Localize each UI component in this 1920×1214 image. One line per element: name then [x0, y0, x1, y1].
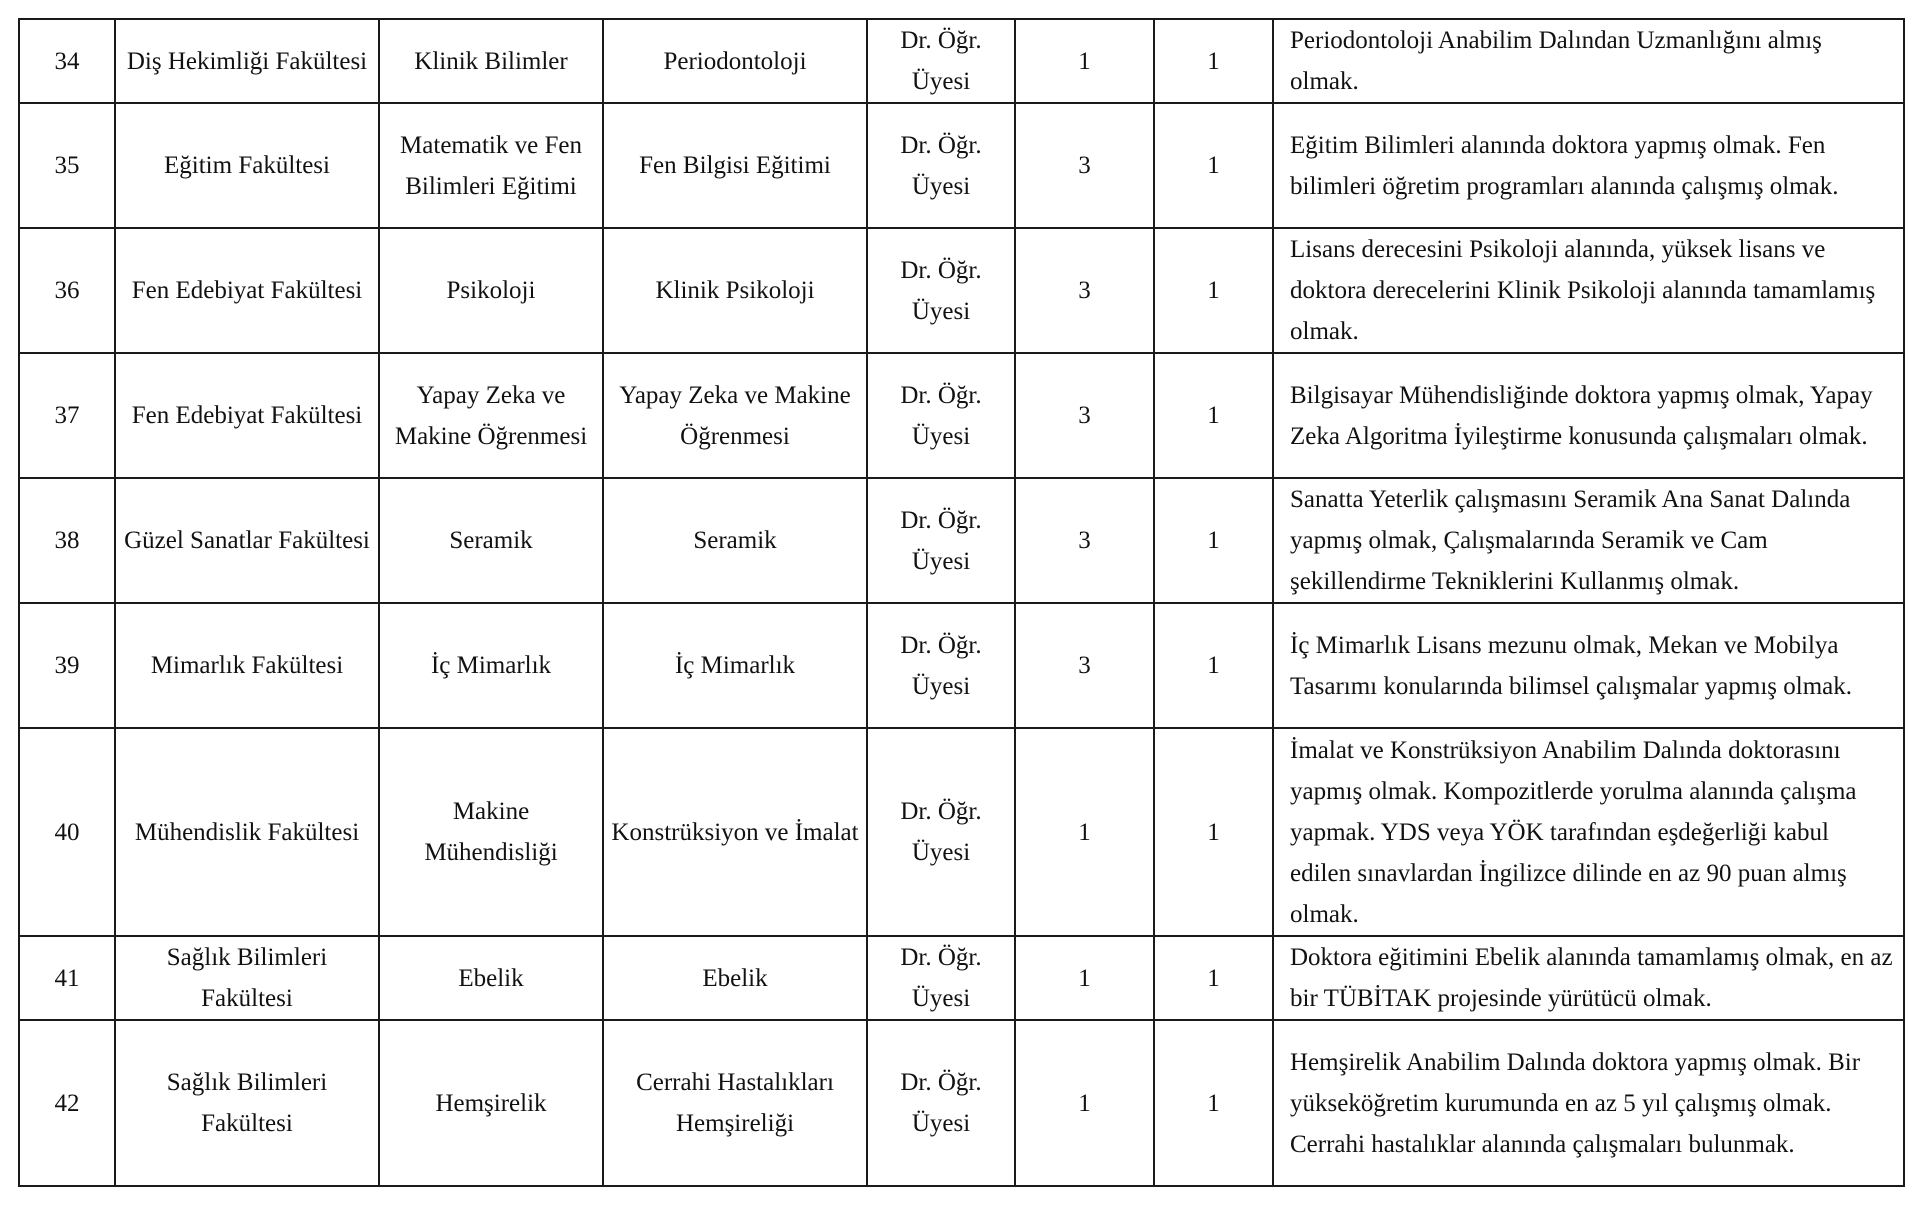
degree-cell: 1 — [1015, 936, 1154, 1020]
row-number: 40 — [19, 728, 115, 936]
requirements-cell: İç Mimarlık Lisans mezunu olmak, Mekan ve Mobilya Tasarımı konularında bilimsel çalışmalar yapmış olmak. — [1273, 603, 1904, 728]
degree-cell: 3 — [1015, 103, 1154, 228]
program-cell: Seramik — [603, 478, 867, 603]
faculty-cell: Sağlık Bilimleri Fakültesi — [115, 1020, 379, 1186]
department-cell: İç Mimarlık — [379, 603, 603, 728]
degree-cell: 1 — [1015, 1020, 1154, 1186]
title-cell: Dr. Öğr. Üyesi — [867, 228, 1015, 353]
row-number: 38 — [19, 478, 115, 603]
faculty-cell: Sağlık Bilimleri Fakültesi — [115, 936, 379, 1020]
department-cell: Yapay Zeka ve Makine Öğrenmesi — [379, 353, 603, 478]
requirements-cell: Sanatta Yeterlik çalışmasını Seramik Ana Sanat Dalında yapmış olmak, Çalışmalarında Seramik ve Cam şekillendirme Tekniklerini Kullanmış olmak. — [1273, 478, 1904, 603]
degree-cell: 3 — [1015, 478, 1154, 603]
department-cell: Makine Mühendisliği — [379, 728, 603, 936]
degree-cell: 1 — [1015, 728, 1154, 936]
table-row — [19, 103, 1904, 228]
count-cell: 1 — [1154, 19, 1273, 103]
department-cell: Klinik Bilimler — [379, 19, 603, 103]
table-row — [19, 19, 1904, 103]
department-cell: Seramik — [379, 478, 603, 603]
row-number: 35 — [19, 103, 115, 228]
program-cell: Yapay Zeka ve Makine Öğrenmesi — [603, 353, 867, 478]
row-number: 36 — [19, 228, 115, 353]
row-number: 41 — [19, 936, 115, 1020]
table-row — [19, 353, 1904, 478]
degree-cell: 3 — [1015, 603, 1154, 728]
faculty-cell: Fen Edebiyat Fakültesi — [115, 353, 379, 478]
count-cell: 1 — [1154, 478, 1273, 603]
program-cell: Cerrahi Hastalıkları Hemşireliği — [603, 1020, 867, 1186]
faculty-cell: Mimarlık Fakültesi — [115, 603, 379, 728]
title-cell: Dr. Öğr. Üyesi — [867, 936, 1015, 1020]
count-cell: 1 — [1154, 1020, 1273, 1186]
requirements-cell: Lisans derecesini Psikoloji alanında, yüksek lisans ve doktora derecelerini Klinik Psikoloji alanında tamamlamış olmak. — [1273, 228, 1904, 353]
count-cell: 1 — [1154, 603, 1273, 728]
department-cell: Psikoloji — [379, 228, 603, 353]
title-cell: Dr. Öğr. Üyesi — [867, 603, 1015, 728]
faculty-cell: Güzel Sanatlar Fakültesi — [115, 478, 379, 603]
row-number: 37 — [19, 353, 115, 478]
title-cell: Dr. Öğr. Üyesi — [867, 19, 1015, 103]
count-cell: 1 — [1154, 728, 1273, 936]
table-row — [19, 728, 1904, 936]
program-cell: Konstrüksiyon ve İmalat — [603, 728, 867, 936]
title-cell: Dr. Öğr. Üyesi — [867, 728, 1015, 936]
requirements-cell: Hemşirelik Anabilim Dalında doktora yapmış olmak. Bir yükseköğretim kurumunda en az 5 yıl çalışmış olmak. Cerrahi hastalıklar alanında çalışmaları bulunmak. — [1273, 1020, 1904, 1186]
program-cell: Klinik Psikoloji — [603, 228, 867, 353]
department-cell: Matematik ve Fen Bilimleri Eğitimi — [379, 103, 603, 228]
faculty-cell: Mühendislik Fakültesi — [115, 728, 379, 936]
requirements-cell: Bilgisayar Mühendisliğinde doktora yapmış olmak, Yapay Zeka Algoritma İyileştirme konusunda çalışmaları olmak. — [1273, 353, 1904, 478]
count-cell: 1 — [1154, 103, 1273, 228]
faculty-cell: Fen Edebiyat Fakültesi — [115, 228, 379, 353]
title-cell: Dr. Öğr. Üyesi — [867, 1020, 1015, 1186]
title-cell: Dr. Öğr. Üyesi — [867, 478, 1015, 603]
requirements-cell: İmalat ve Konstrüksiyon Anabilim Dalında doktorasını yapmış olmak. Kompozitlerde yorulma alanında çalışma yapmak. YDS veya YÖK tarafından eşdeğerliği kabul edilen sınavlardan İngilizce dilinde en az 90 puan almış olmak. — [1273, 728, 1904, 936]
faculty-positions-table — [18, 18, 1905, 1187]
requirements-cell: Doktora eğitimini Ebelik alanında tamamlamış olmak, en az bir TÜBİTAK projesinde yürütücü olmak. — [1273, 936, 1904, 1020]
program-cell: Ebelik — [603, 936, 867, 1020]
table-row — [19, 478, 1904, 603]
faculty-cell: Diş Hekimliği Fakültesi — [115, 19, 379, 103]
degree-cell: 3 — [1015, 353, 1154, 478]
department-cell: Ebelik — [379, 936, 603, 1020]
table-row — [19, 228, 1904, 353]
requirements-cell: Periodontoloji Anabilim Dalından Uzmanlığını almış olmak. — [1273, 19, 1904, 103]
department-cell: Hemşirelik — [379, 1020, 603, 1186]
document-page — [18, 18, 1905, 1187]
row-number: 34 — [19, 19, 115, 103]
table-row — [19, 1020, 1904, 1186]
program-cell: Periodontoloji — [603, 19, 867, 103]
count-cell: 1 — [1154, 228, 1273, 353]
title-cell: Dr. Öğr. Üyesi — [867, 103, 1015, 228]
faculty-cell: Eğitim Fakültesi — [115, 103, 379, 228]
table-row — [19, 936, 1904, 1020]
program-cell: İç Mimarlık — [603, 603, 867, 728]
count-cell: 1 — [1154, 936, 1273, 1020]
count-cell: 1 — [1154, 353, 1273, 478]
row-number: 42 — [19, 1020, 115, 1186]
row-number: 39 — [19, 603, 115, 728]
table-row — [19, 603, 1904, 728]
degree-cell: 3 — [1015, 228, 1154, 353]
program-cell: Fen Bilgisi Eğitimi — [603, 103, 867, 228]
requirements-cell: Eğitim Bilimleri alanında doktora yapmış olmak. Fen bilimleri öğretim programları alanında çalışmış olmak. — [1273, 103, 1904, 228]
title-cell: Dr. Öğr. Üyesi — [867, 353, 1015, 478]
degree-cell: 1 — [1015, 19, 1154, 103]
